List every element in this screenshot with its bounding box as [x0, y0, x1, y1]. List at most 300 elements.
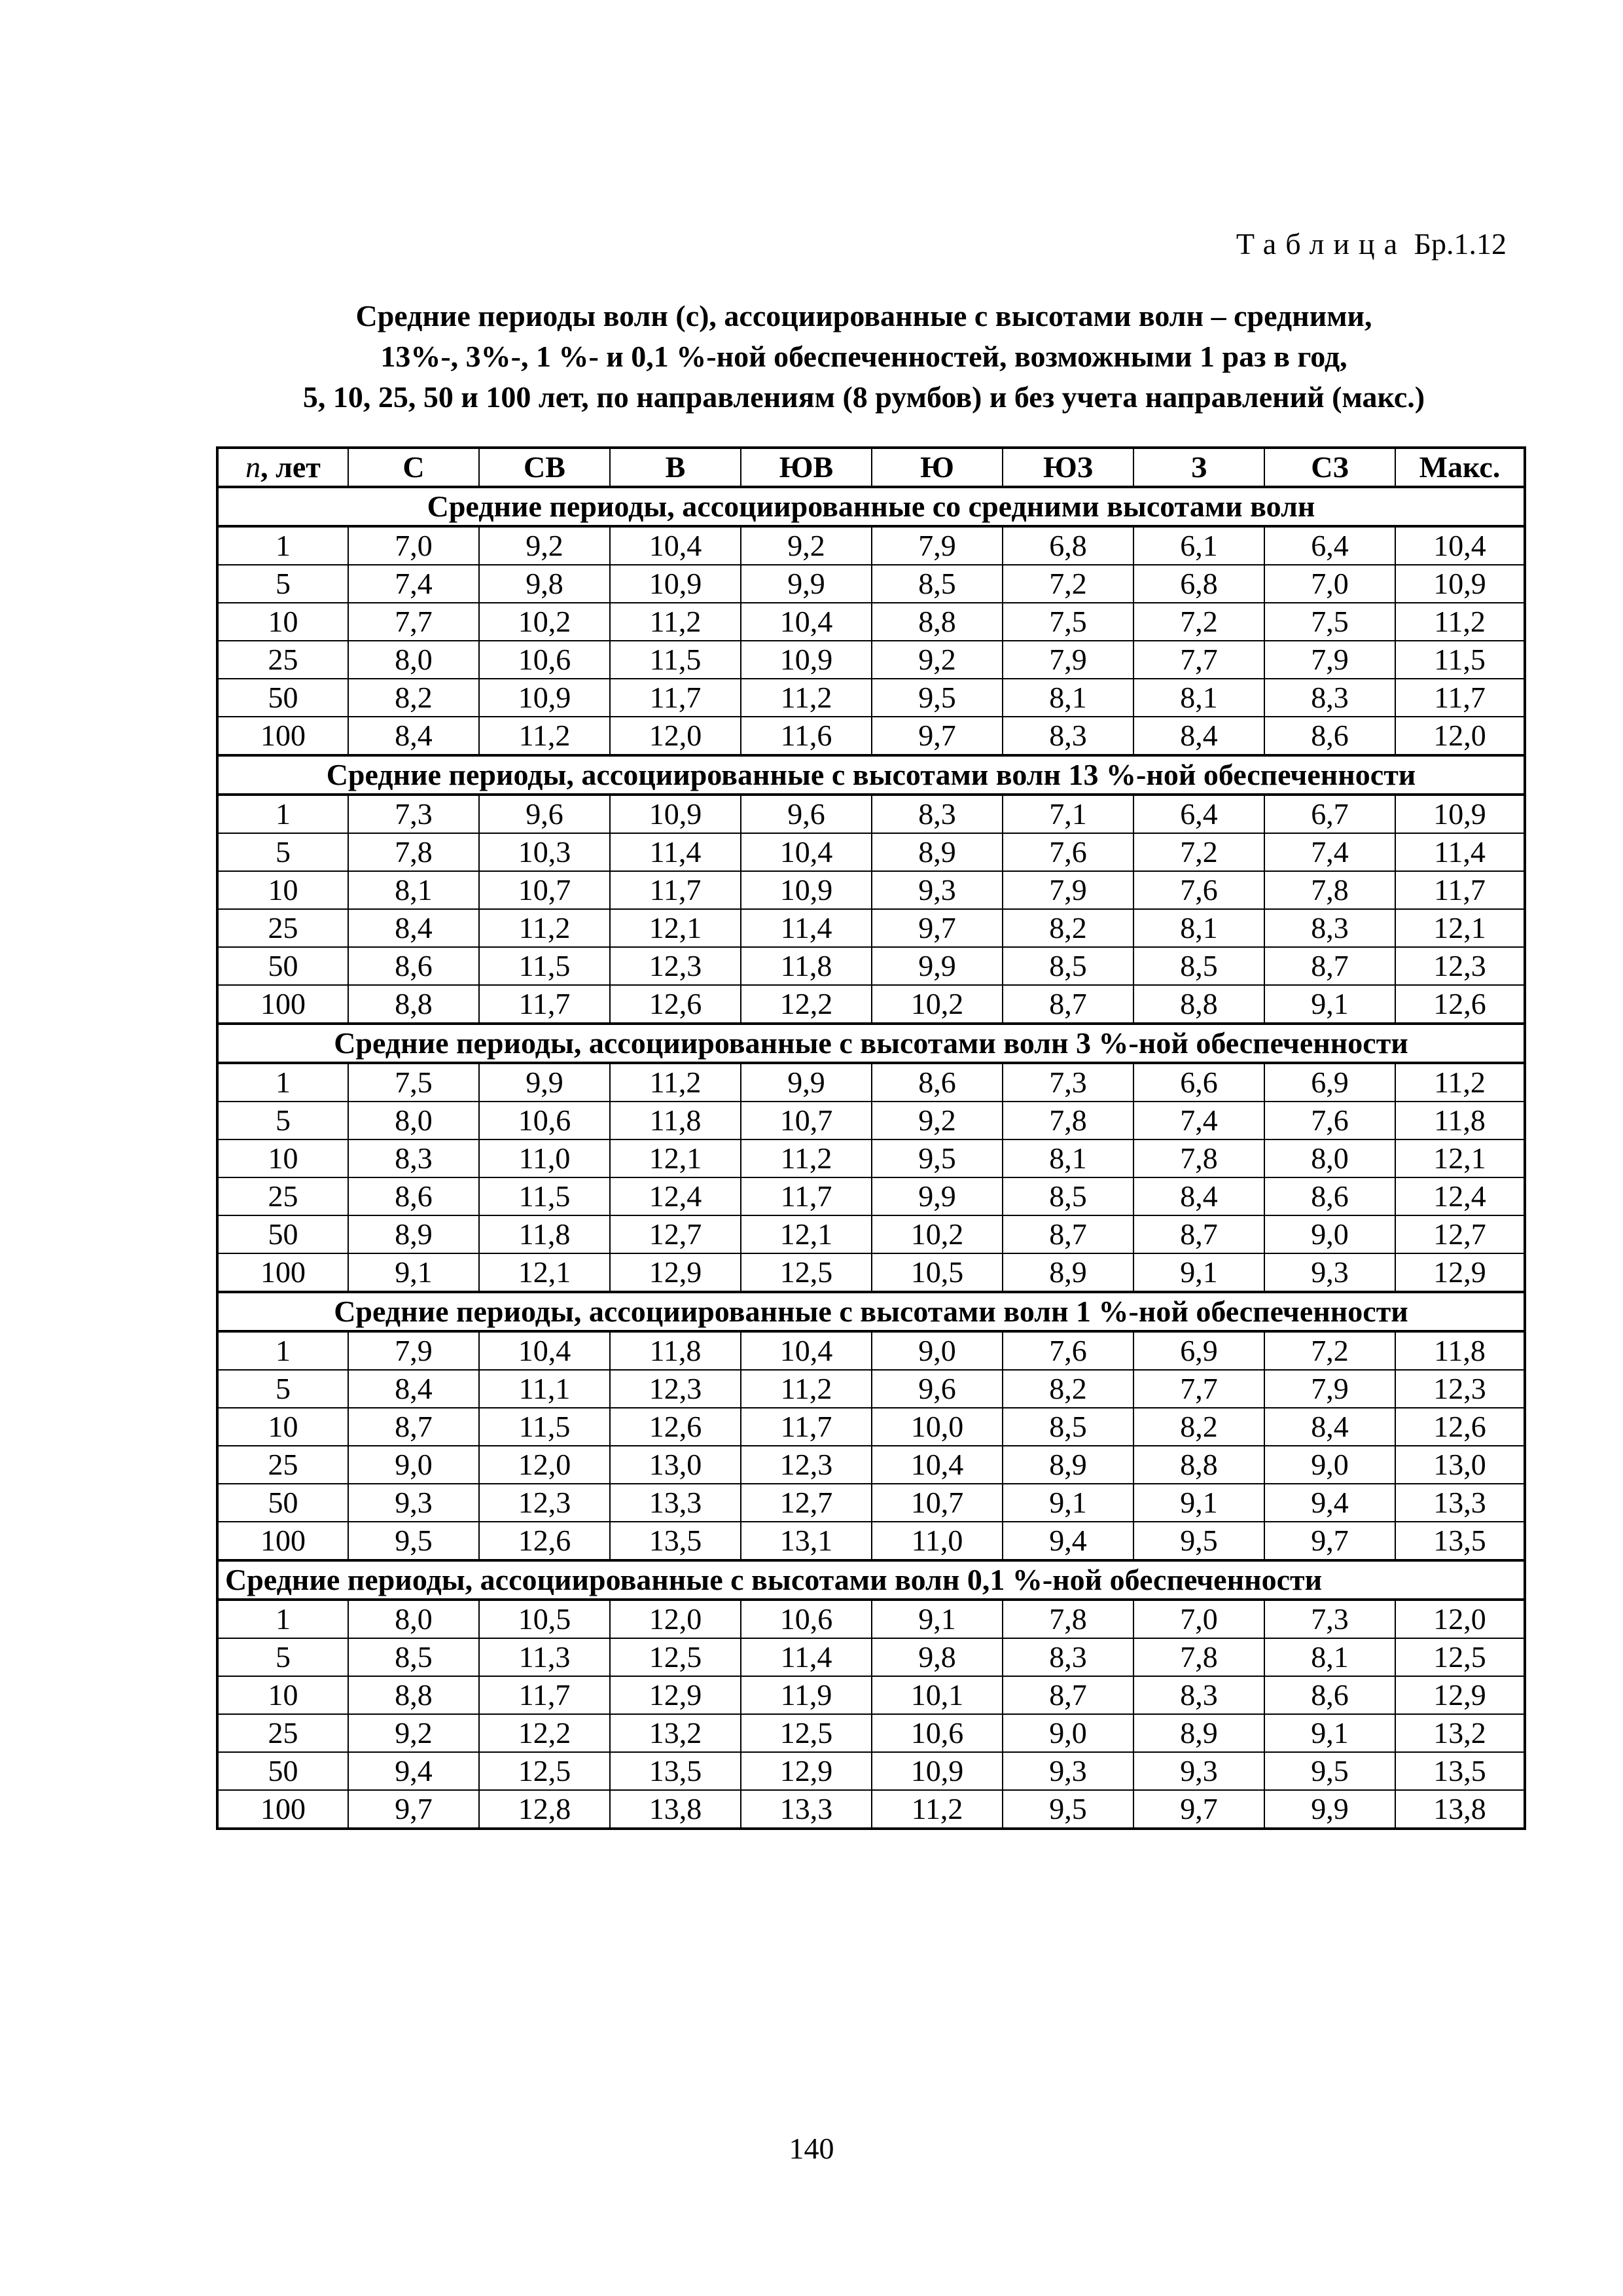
- period-cell: 8,9: [348, 1215, 479, 1253]
- period-cell: 12,0: [479, 1446, 610, 1484]
- period-cell: 11,3: [479, 1638, 610, 1676]
- period-cell: 12,5: [1395, 1638, 1525, 1676]
- section-title: Средние периоды, ассоциированные с высотами волн 1 %-ной обеспеченности: [217, 1292, 1525, 1331]
- period-cell: 8,2: [1003, 909, 1133, 947]
- row-years-cell: 25: [217, 1446, 348, 1484]
- period-cell: 8,3: [1264, 679, 1395, 717]
- period-cell: 12,5: [741, 1253, 872, 1292]
- period-cell: 8,6: [1264, 1177, 1395, 1215]
- period-cell: 12,4: [1395, 1177, 1525, 1215]
- period-cell: 8,5: [1003, 947, 1133, 985]
- period-cell: 7,4: [1264, 833, 1395, 871]
- period-cell: 11,5: [479, 1177, 610, 1215]
- period-cell: 8,5: [348, 1638, 479, 1676]
- period-cell: 13,8: [1395, 1790, 1525, 1829]
- period-cell: 8,9: [1003, 1253, 1133, 1292]
- header-n-symbol: n: [245, 450, 261, 484]
- period-cell: 11,6: [741, 717, 872, 755]
- table-row: [217, 795, 1525, 833]
- period-cell: 10,2: [479, 603, 610, 641]
- period-cell: 8,7: [1003, 1676, 1133, 1714]
- period-cell: 11,4: [1395, 833, 1525, 871]
- period-cell: 11,4: [741, 909, 872, 947]
- period-cell: 11,8: [610, 1331, 741, 1370]
- period-cell: 10,3: [479, 833, 610, 871]
- period-cell: 10,2: [872, 1215, 1003, 1253]
- row-years-cell: 1: [217, 526, 348, 565]
- period-cell: 8,6: [872, 1063, 1003, 1102]
- table-row: [217, 526, 1525, 565]
- period-cell: 8,1: [1133, 679, 1264, 717]
- period-cell: 7,9: [348, 1331, 479, 1370]
- section-title-row: [217, 487, 1525, 526]
- period-cell: 7,2: [1003, 565, 1133, 603]
- period-cell: 11,2: [610, 1063, 741, 1102]
- period-cell: 13,1: [741, 1522, 872, 1560]
- period-cell: 11,8: [1395, 1102, 1525, 1139]
- period-cell: 12,9: [1395, 1676, 1525, 1714]
- period-cell: 12,6: [610, 1408, 741, 1446]
- period-cell: 9,8: [872, 1638, 1003, 1676]
- period-cell: 12,1: [1395, 909, 1525, 947]
- period-cell: 10,6: [741, 1600, 872, 1638]
- period-cell: 11,2: [741, 679, 872, 717]
- table-row: [217, 1408, 1525, 1446]
- table-row: [217, 1446, 1525, 1484]
- period-cell: 9,0: [1264, 1446, 1395, 1484]
- period-cell: 9,5: [872, 1139, 1003, 1177]
- table-row: [217, 1063, 1525, 1102]
- period-cell: 7,0: [1133, 1600, 1264, 1638]
- period-cell: 12,9: [610, 1676, 741, 1714]
- period-cell: 8,7: [348, 1408, 479, 1446]
- table-row: [217, 1600, 1525, 1638]
- header-cell-n: [217, 448, 348, 487]
- row-years-cell: 5: [217, 833, 348, 871]
- period-cell: 9,1: [348, 1253, 479, 1292]
- period-cell: 11,7: [479, 985, 610, 1024]
- period-cell: 11,5: [479, 947, 610, 985]
- row-years-cell: 5: [217, 1638, 348, 1676]
- row-years-cell: 25: [217, 1714, 348, 1752]
- period-cell: 11,7: [610, 679, 741, 717]
- period-cell: 13,5: [610, 1752, 741, 1790]
- period-cell: 12,5: [479, 1752, 610, 1790]
- period-cell: 9,2: [348, 1714, 479, 1752]
- period-cell: 10,4: [872, 1446, 1003, 1484]
- table-row: [217, 1331, 1525, 1370]
- period-cell: 8,7: [1003, 985, 1133, 1024]
- period-cell: 7,8: [1003, 1600, 1133, 1638]
- period-cell: 10,9: [872, 1752, 1003, 1790]
- period-cell: 9,8: [479, 565, 610, 603]
- period-cell: 9,4: [1003, 1522, 1133, 1560]
- row-years-cell: 10: [217, 603, 348, 641]
- period-cell: 8,7: [1133, 1215, 1264, 1253]
- period-cell: 12,3: [1395, 947, 1525, 985]
- period-cell: 12,2: [741, 985, 872, 1024]
- period-cell: 9,2: [872, 641, 1003, 679]
- period-cell: 8,5: [872, 565, 1003, 603]
- row-years-cell: 25: [217, 641, 348, 679]
- row-years-cell: 5: [217, 1370, 348, 1408]
- row-years-cell: 1: [217, 1331, 348, 1370]
- header-cell-e-dir: В: [610, 448, 741, 487]
- period-cell: 10,7: [479, 871, 610, 909]
- row-years-cell: 50: [217, 947, 348, 985]
- period-cell: 7,1: [1003, 795, 1133, 833]
- period-cell: 8,6: [1264, 717, 1395, 755]
- period-cell: 11,8: [741, 947, 872, 985]
- period-cell: 12,7: [610, 1215, 741, 1253]
- period-cell: 10,0: [872, 1408, 1003, 1446]
- period-cell: 12,5: [741, 1714, 872, 1752]
- period-cell: 11,8: [610, 1102, 741, 1139]
- period-cell: 8,5: [1003, 1408, 1133, 1446]
- period-cell: 9,4: [1264, 1484, 1395, 1522]
- period-cell: 9,1: [1264, 985, 1395, 1024]
- header-cell-max: Макс.: [1395, 448, 1525, 487]
- period-cell: 10,4: [741, 833, 872, 871]
- row-years-cell: 1: [217, 795, 348, 833]
- section-title-row: [217, 1560, 1525, 1600]
- period-cell: 9,1: [1003, 1484, 1133, 1522]
- period-cell: 12,5: [610, 1638, 741, 1676]
- section-title-row: [217, 1024, 1525, 1063]
- period-cell: 11,2: [610, 603, 741, 641]
- period-cell: 12,3: [610, 1370, 741, 1408]
- table-row: [217, 641, 1525, 679]
- period-cell: 9,1: [872, 1600, 1003, 1638]
- period-cell: 9,1: [1133, 1253, 1264, 1292]
- period-cell: 9,9: [872, 1177, 1003, 1215]
- period-cell: 9,3: [1003, 1752, 1133, 1790]
- period-cell: 9,4: [348, 1752, 479, 1790]
- period-cell: 11,7: [479, 1676, 610, 1714]
- period-cell: 12,1: [1395, 1139, 1525, 1177]
- table-row: [217, 1370, 1525, 1408]
- period-cell: 9,0: [872, 1331, 1003, 1370]
- period-cell: 8,2: [1133, 1408, 1264, 1446]
- period-cell: 7,3: [1264, 1600, 1395, 1638]
- period-cell: 11,4: [610, 833, 741, 871]
- period-cell: 12,3: [741, 1446, 872, 1484]
- table-row: [217, 1102, 1525, 1139]
- period-cell: 13,0: [610, 1446, 741, 1484]
- period-cell: 11,7: [610, 871, 741, 909]
- row-years-cell: 1: [217, 1063, 348, 1102]
- period-cell: 11,4: [741, 1638, 872, 1676]
- period-cell: 6,4: [1133, 795, 1264, 833]
- period-cell: 8,4: [348, 909, 479, 947]
- period-cell: 9,5: [348, 1522, 479, 1560]
- table-row: [217, 679, 1525, 717]
- table-row: [217, 565, 1525, 603]
- period-cell: 8,8: [348, 985, 479, 1024]
- header-cell-n-dir: С: [348, 448, 479, 487]
- period-cell: 11,2: [1395, 1063, 1525, 1102]
- row-years-cell: 10: [217, 1139, 348, 1177]
- period-cell: 8,0: [348, 1102, 479, 1139]
- period-cell: 10,7: [741, 1102, 872, 1139]
- row-years-cell: 50: [217, 1215, 348, 1253]
- period-cell: 7,6: [1003, 1331, 1133, 1370]
- period-cell: 11,7: [741, 1177, 872, 1215]
- page-number: 140: [789, 2132, 834, 2165]
- table-label: [1236, 226, 1507, 261]
- period-cell: 8,1: [1003, 1139, 1133, 1177]
- period-cell: 9,3: [872, 871, 1003, 909]
- period-cell: 9,0: [348, 1446, 479, 1484]
- caption-line-2: 13%-, 3%-, 1 %- и 0,1 %-ной обеспеченностей, возможными 1 раз в год,: [380, 340, 1347, 373]
- period-cell: 12,4: [610, 1177, 741, 1215]
- period-cell: 11,9: [741, 1676, 872, 1714]
- period-cell: 13,3: [741, 1790, 872, 1829]
- row-years-cell: 100: [217, 717, 348, 755]
- period-cell: 7,6: [1264, 1102, 1395, 1139]
- row-years-cell: 50: [217, 1484, 348, 1522]
- period-cell: 8,5: [1133, 947, 1264, 985]
- period-cell: 12,0: [1395, 1600, 1525, 1638]
- period-cell: 10,4: [610, 526, 741, 565]
- section-title: Средние периоды, ассоциированные с высотами волн 13 %-ной обеспеченности: [217, 755, 1525, 795]
- row-years-cell: 5: [217, 565, 348, 603]
- period-cell: 13,8: [610, 1790, 741, 1829]
- period-cell: 10,4: [1395, 526, 1525, 565]
- period-cell: 9,1: [1264, 1714, 1395, 1752]
- period-cell: 7,9: [872, 526, 1003, 565]
- table-row: [217, 1215, 1525, 1253]
- period-cell: 9,9: [741, 1063, 872, 1102]
- period-cell: 11,1: [479, 1370, 610, 1408]
- period-cell: 8,1: [348, 871, 479, 909]
- period-cell: 9,7: [1264, 1522, 1395, 1560]
- period-cell: 12,0: [1395, 717, 1525, 755]
- period-cell: 11,2: [741, 1370, 872, 1408]
- period-cell: 6,7: [1264, 795, 1395, 833]
- period-cell: 8,1: [1003, 679, 1133, 717]
- period-cell: 8,4: [348, 717, 479, 755]
- row-years-cell: 5: [217, 1102, 348, 1139]
- period-cell: 7,8: [348, 833, 479, 871]
- table-label-word: Таблица: [1236, 227, 1407, 260]
- table-caption: [216, 296, 1512, 418]
- period-cell: 9,3: [348, 1484, 479, 1522]
- period-cell: 9,9: [872, 947, 1003, 985]
- caption-line-1: Средние периоды волн (с), ассоциированные с высотами волн – средними,: [355, 299, 1372, 332]
- header-row: [217, 448, 1525, 487]
- period-cell: 6,1: [1133, 526, 1264, 565]
- period-cell: 8,3: [348, 1139, 479, 1177]
- period-cell: 7,9: [1003, 871, 1133, 909]
- period-cell: 8,6: [348, 947, 479, 985]
- period-cell: 6,8: [1133, 565, 1264, 603]
- period-cell: 9,2: [479, 526, 610, 565]
- period-cell: 9,3: [1133, 1752, 1264, 1790]
- period-cell: 9,5: [872, 679, 1003, 717]
- period-cell: 12,1: [479, 1253, 610, 1292]
- table-row: [217, 1484, 1525, 1522]
- period-cell: 8,8: [872, 603, 1003, 641]
- table-label-number: Бр.1.12: [1414, 227, 1507, 260]
- header-n-unit: , лет: [260, 450, 321, 484]
- header-cell-se-dir: ЮВ: [741, 448, 872, 487]
- period-cell: 10,9: [1395, 565, 1525, 603]
- period-cell: 8,4: [1264, 1408, 1395, 1446]
- period-cell: 12,3: [610, 947, 741, 985]
- table-row: [217, 1139, 1525, 1177]
- period-cell: 8,8: [1133, 1446, 1264, 1484]
- period-cell: 12,8: [479, 1790, 610, 1829]
- period-cell: 8,7: [1264, 947, 1395, 985]
- period-cell: 7,8: [1003, 1102, 1133, 1139]
- period-cell: 12,7: [741, 1484, 872, 1522]
- period-cell: 7,8: [1133, 1139, 1264, 1177]
- period-cell: 12,9: [1395, 1253, 1525, 1292]
- period-cell: 11,7: [741, 1408, 872, 1446]
- period-cell: 9,6: [741, 795, 872, 833]
- period-cell: 7,9: [1264, 1370, 1395, 1408]
- period-cell: 10,9: [741, 871, 872, 909]
- period-cell: 7,5: [348, 1063, 479, 1102]
- period-cell: 9,9: [1264, 1790, 1395, 1829]
- period-cell: 7,5: [1003, 603, 1133, 641]
- period-cell: 8,5: [1003, 1177, 1133, 1215]
- period-cell: 12,1: [610, 1139, 741, 1177]
- period-cell: 10,4: [479, 1331, 610, 1370]
- period-cell: 9,2: [872, 1102, 1003, 1139]
- period-cell: 10,2: [872, 985, 1003, 1024]
- table-row: [217, 1253, 1525, 1292]
- period-cell: 10,9: [1395, 795, 1525, 833]
- row-years-cell: 25: [217, 909, 348, 947]
- period-cell: 7,4: [1133, 1102, 1264, 1139]
- period-cell: 11,8: [1395, 1331, 1525, 1370]
- table-row: [217, 1790, 1525, 1829]
- period-cell: 9,9: [741, 565, 872, 603]
- period-cell: 8,0: [1264, 1139, 1395, 1177]
- table-row: [217, 871, 1525, 909]
- header-cell-w-dir: З: [1133, 448, 1264, 487]
- table-row: [217, 833, 1525, 871]
- period-cell: 10,5: [479, 1600, 610, 1638]
- period-cell: 8,6: [348, 1177, 479, 1215]
- period-cell: 7,0: [1264, 565, 1395, 603]
- period-cell: 7,7: [1133, 1370, 1264, 1408]
- period-cell: 13,5: [1395, 1522, 1525, 1560]
- period-cell: 8,2: [1003, 1370, 1133, 1408]
- period-cell: 11,7: [1395, 871, 1525, 909]
- period-cell: 7,2: [1133, 833, 1264, 871]
- table-row: [217, 717, 1525, 755]
- period-cell: 8,0: [348, 1600, 479, 1638]
- row-years-cell: 100: [217, 1253, 348, 1292]
- period-cell: 7,5: [1264, 603, 1395, 641]
- period-cell: 11,0: [872, 1522, 1003, 1560]
- section-title-row: [217, 755, 1525, 795]
- period-cell: 13,2: [610, 1714, 741, 1752]
- section-title: Средние периоды, ассоциированные с высотами волн 3 %-ной обеспеченности: [217, 1024, 1525, 1063]
- period-cell: 12,1: [741, 1215, 872, 1253]
- period-cell: 10,4: [741, 603, 872, 641]
- period-cell: 7,7: [1133, 641, 1264, 679]
- period-cell: 11,2: [741, 1139, 872, 1177]
- row-years-cell: 100: [217, 1522, 348, 1560]
- period-cell: 7,6: [1133, 871, 1264, 909]
- period-cell: 9,2: [741, 526, 872, 565]
- period-cell: 7,6: [1003, 833, 1133, 871]
- period-cell: 11,2: [872, 1790, 1003, 1829]
- period-cell: 8,3: [872, 795, 1003, 833]
- period-cell: 8,7: [1003, 1215, 1133, 1253]
- row-years-cell: 100: [217, 985, 348, 1024]
- period-cell: 9,3: [1264, 1253, 1395, 1292]
- period-cell: 6,9: [1264, 1063, 1395, 1102]
- section-title: Средние периоды, ассоциированные с высотами волн 0,1 %-ной обеспеченности: [217, 1560, 1525, 1600]
- period-cell: 7,0: [348, 526, 479, 565]
- period-cell: 9,5: [1264, 1752, 1395, 1790]
- period-cell: 10,9: [741, 641, 872, 679]
- period-cell: 11,5: [479, 1408, 610, 1446]
- period-cell: 6,9: [1133, 1331, 1264, 1370]
- table-row: [217, 909, 1525, 947]
- period-cell: 7,7: [348, 603, 479, 641]
- header-cell-sw-dir: ЮЗ: [1003, 448, 1133, 487]
- header-cell-ne-dir: СВ: [479, 448, 610, 487]
- period-cell: 10,9: [610, 795, 741, 833]
- period-cell: 12,6: [479, 1522, 610, 1560]
- period-cell: 8,4: [348, 1370, 479, 1408]
- period-cell: 8,6: [1264, 1676, 1395, 1714]
- period-cell: 8,4: [1133, 1177, 1264, 1215]
- period-cell: 7,9: [1003, 641, 1133, 679]
- period-cell: 8,9: [1133, 1714, 1264, 1752]
- period-cell: 9,7: [348, 1790, 479, 1829]
- period-cell: 13,2: [1395, 1714, 1525, 1752]
- section-title-row: [217, 1292, 1525, 1331]
- caption-line-3: 5, 10, 25, 50 и 100 лет, по направлениям (8 румбов) и без учета направлений (макс.): [302, 380, 1425, 414]
- period-cell: 11,2: [1395, 603, 1525, 641]
- period-cell: 8,4: [1133, 717, 1264, 755]
- row-years-cell: 50: [217, 679, 348, 717]
- period-cell: 12,3: [1395, 1370, 1525, 1408]
- period-cell: 8,3: [1003, 1638, 1133, 1676]
- period-cell: 6,8: [1003, 526, 1133, 565]
- period-cell: 8,2: [348, 679, 479, 717]
- period-cell: 10,9: [610, 565, 741, 603]
- period-cell: 9,7: [872, 717, 1003, 755]
- period-cell: 9,5: [1003, 1790, 1133, 1829]
- period-cell: 10,6: [479, 641, 610, 679]
- period-cell: 7,3: [1003, 1063, 1133, 1102]
- period-cell: 8,1: [1133, 909, 1264, 947]
- row-years-cell: 100: [217, 1790, 348, 1829]
- header-cell-nw-dir: СЗ: [1264, 448, 1395, 487]
- period-cell: 13,0: [1395, 1446, 1525, 1484]
- table-row: [217, 1177, 1525, 1215]
- period-cell: 12,6: [1395, 1408, 1525, 1446]
- period-cell: 9,6: [479, 795, 610, 833]
- period-cell: 10,6: [872, 1714, 1003, 1752]
- period-cell: 8,9: [1003, 1446, 1133, 1484]
- period-cell: 10,4: [741, 1331, 872, 1370]
- period-cell: 6,4: [1264, 526, 1395, 565]
- period-cell: 12,3: [479, 1484, 610, 1522]
- period-cell: 9,7: [872, 909, 1003, 947]
- table-row: [217, 947, 1525, 985]
- period-cell: 12,6: [1395, 985, 1525, 1024]
- period-cell: 10,5: [872, 1253, 1003, 1292]
